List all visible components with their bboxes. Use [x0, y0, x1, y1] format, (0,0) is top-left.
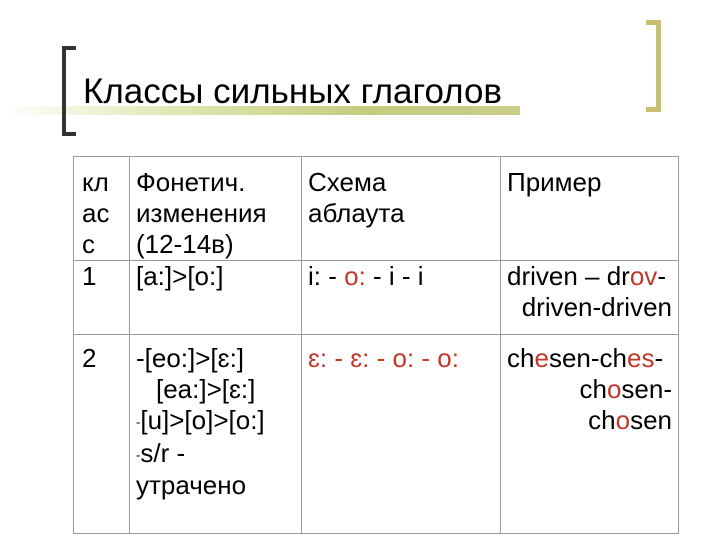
- table-row: [74, 335, 679, 534]
- row1-number: 1: [74, 261, 130, 335]
- header-example-cell: Пример: [501, 157, 679, 261]
- row2-scheme: ɛ: - ɛ: - o: - o:: [302, 335, 501, 534]
- row1-changes: [a:]>[o:]: [130, 261, 302, 335]
- row2-changes: -[eo:]>[ɛ:] [ea:]>[ɛ:] -[u]>[o]>[o:] -s/r - утрачено: [130, 335, 302, 534]
- table-header-row: [74, 157, 679, 261]
- row1-example: driven – drov- driven-driven: [501, 261, 679, 335]
- row2-example: chesen-ches- chosen- chosen: [501, 335, 679, 534]
- slide-title: Классы сильных глаголов: [83, 72, 503, 111]
- strong-verbs-table: [73, 156, 679, 534]
- row1-scheme: i: - o: - i - i: [302, 261, 501, 335]
- title-left-bracket: [62, 46, 76, 136]
- header-scheme-cell: Схема аблаута: [302, 157, 501, 261]
- title-right-bracket: [646, 20, 661, 112]
- table-row: [74, 261, 679, 335]
- row2-number: 2: [74, 335, 130, 534]
- header-changes-cell: Фонетич. изменения (12-14в): [130, 157, 302, 261]
- header-class-cell: кл ас с: [74, 157, 130, 261]
